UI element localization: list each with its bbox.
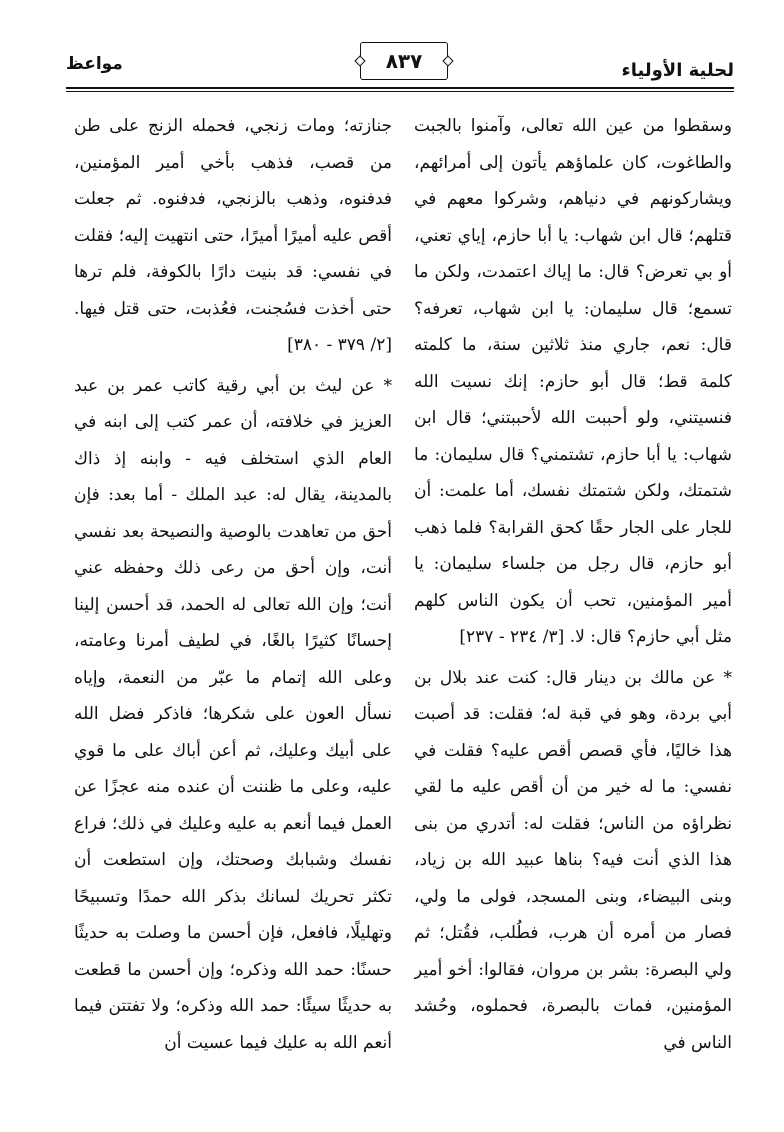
header-rule-thin (66, 91, 734, 92)
right-paragraph-1: وسقطوا من عين الله تعالى، وآمنوا بالجبت والطاغوت، كان علماؤهم يأتون إلى أمرائهم، ويشاركونهم في دنياهم، وشركوا معهم في قتلهم؛ قال ابن شهاب: يا أبا حازم، إياي تعني، أو بي تعرض؟ قال: ما إياك اعتمدت، ولكن ما تسمع؛ قال سليمان: يا ابن شهاب، تعرفه؟ قال: نعم، جاري منذ ثلاثين سنة، ما كلمته كلمة قط؛ قال أبو حازم: إنك نسيت الله فنسيتني، ولو أحببت الله لأحببتني؛ قال ابن شهاب: يا أبا حازم، تشتمني؟ قال سليمان: ما شتمتك، ولكن شتمتك نفسك، أما علمت: أن للجار على الجار حقًا كحق القرابة؟ فلما ذهب أبو حازم، قال رجل من جلساء سليمان: يا أمير المؤمنين، تحب أن يكون الناس كلهم مثل أبي حازم؟ قال: لا. [٣/ ٢٣٤ - ٢٣٧] (414, 116, 732, 647)
left-paragraph-2: * عن ليث بن أبي رقية كاتب عمر بن عبد العزيز في خلافته، أن عمر كتب إلى ابنه في العام الذي استخلف فيه - وابنه إذ ذاك بالمدينة، يقال له: عبد الملك - أما بعد: فإن أحق من تعاهدت بالوصية والنصيحة بعد نفسي أنت، وإن أحق من رعى ذلك وحفظه عني أنت؛ وإن الله تعالى له الحمد، قد أحسن إلينا إحسانًا كثيرًا بالغًا، في لطيف أمرنا وعامته، وعلى الله إتمام ما عبّر من النعمة، وإياه نسأل العون على شكرها؛ فاذكر فضل الله على أبيك وعليك، ثم أعن أباك على ما قوي عليه، وعلى ما ظننت أن عنده منه عجزًا عن العمل فيما أنعم به عليه وعليك في ذلك؛ فراع نفسك وشبابك وصحتك، وإن استطعت أن تكثر تحريك لسانك بذكر الله حمدًا وتسبيحًا وتهليلًا، فافعل، فإن أحسن ما وصلت به حديثًا حسنًا: حمد الله وذكره؛ وإن أحسن ما قطعت به حديثًا سيئًا: حمد الله وذكره؛ ولا تفتتن فيما أنعم الله به عليك فيما عسيت أن (74, 375, 392, 1053)
page-number: ٨٣٧ (360, 42, 448, 80)
section-title: مواعظ (66, 54, 123, 74)
right-paragraph-2: * عن مالك بن دينار قال: كنت عند بلال بن أبي بردة، وهو في قبة له؛ فقلت: قد أصبت هذا خاليًا، فأي قصص أقص عليه؟ فقلت في نفسي: ما له خير من أن أقص عليه ما لقي نظراؤه من الناس؛ فقلت له: أتدري من بنى هذا الذي أنت فيه؟ بناها عبيد الله بن زياد، وبنى البيضاء، وبنى المسجد، فولى ما ولي، فصار من أمره أن هرب، فطُلب، فقُتل؛ ثم ولي البصرة: بشر بن مروان، فقالوا: أخو أمير المؤمنين، فمات بالبصرة، فحملوه، وحُشد الناس في (414, 667, 732, 1053)
running-title: لحلية الأولياء (621, 60, 734, 81)
left-column (74, 108, 392, 1098)
header-rule (66, 87, 734, 89)
page-header (66, 40, 734, 92)
left-paragraph-1: جنازته؛ ومات زنجي، فحمله الزنج على طن من قصب، فذهب بأخي أمير المؤمنين، فدفنوه، وذهب بالزنجي، فدفنوه. ثم جعلت أقص عليه أميرًا أميرًا، حتى انتهيت إليه؛ فقلت في نفسي: قد بنيت دارًا بالكوفة، فلم ترها حتى أخذت فسُجنت، فعُذبت، حتى قتل فيها. [٢/ ٣٧٩ - ٣٨٠] (74, 116, 392, 355)
right-column (414, 108, 732, 1098)
